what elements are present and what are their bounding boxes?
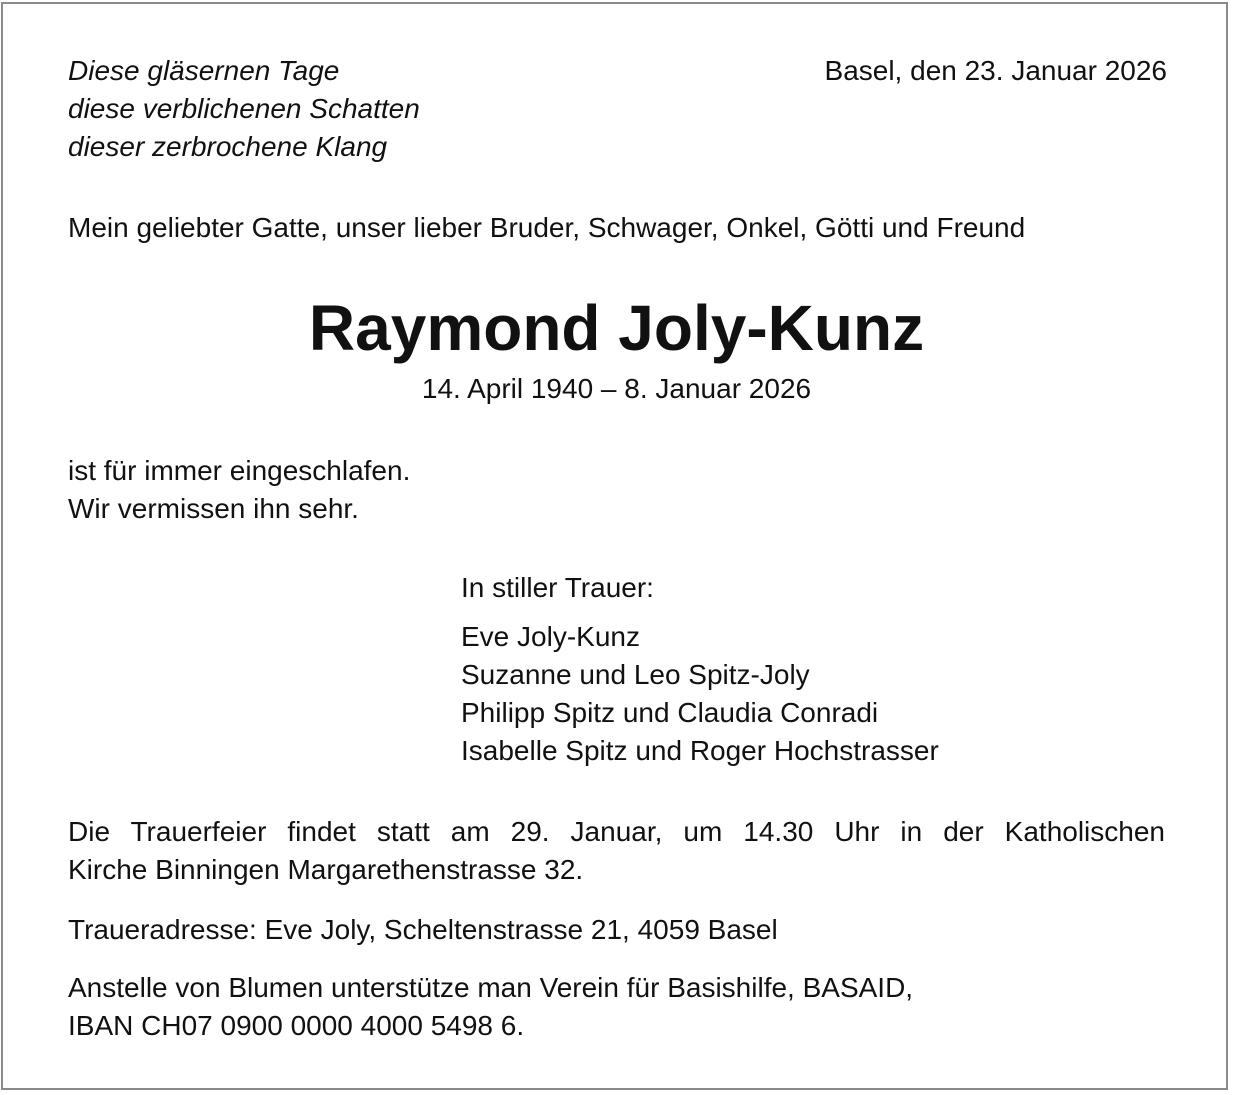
life-dates: 14. April 1940 – 8. Januar 2026 (421, 373, 812, 404)
ceremony-line: Die Trauerfeier findet statt am 29. Januar, um 14.30 Uhr in der Katholischen (68, 816, 1165, 847)
message-line: ist für immer eingeschlafen. (68, 455, 411, 486)
donation-line: IBAN CH07 0900 0000 4000 5498 6. (68, 1010, 525, 1041)
donation-info (68, 969, 913, 1045)
mourners-list (461, 618, 939, 770)
poem-line: Diese gläsernen Tage (68, 55, 340, 86)
poem-line: dieser zerbrochene Klang (68, 131, 388, 162)
ceremony-info (68, 813, 1165, 889)
mourner-name: Isabelle Spitz und Roger Hochstrasser (461, 735, 939, 766)
place-date: Basel, den 23. Januar 2026 (824, 55, 1167, 86)
mourner-name: Philipp Spitz und Claudia Conradi (461, 697, 879, 728)
poem (68, 52, 420, 166)
message-line: Wir vermissen ihn sehr. (68, 493, 359, 524)
intro-text: Mein geliebter Gatte, unser lieber Bruder, Schwager, Onkel, Götti und Freund (68, 212, 1026, 243)
ceremony-line: Kirche Binningen Margarethenstrasse 32. (68, 854, 584, 885)
mourner-name: Eve Joly-Kunz (461, 621, 640, 652)
deceased-name: Raymond Joly-Kunz (308, 292, 925, 364)
mourning-heading: In stiller Trauer: (461, 572, 654, 603)
donation-line: Anstelle von Blumen unterstütze man Verein für Basishilfe, BASAID, (68, 972, 914, 1003)
message (68, 452, 410, 528)
mourning-address: Traueradresse: Eve Joly, Scheltenstrasse 21, 4059 Basel (68, 914, 778, 945)
poem-line: diese verblichenen Schatten (68, 93, 420, 124)
mourner-name: Suzanne und Leo Spitz-Joly (461, 659, 810, 690)
